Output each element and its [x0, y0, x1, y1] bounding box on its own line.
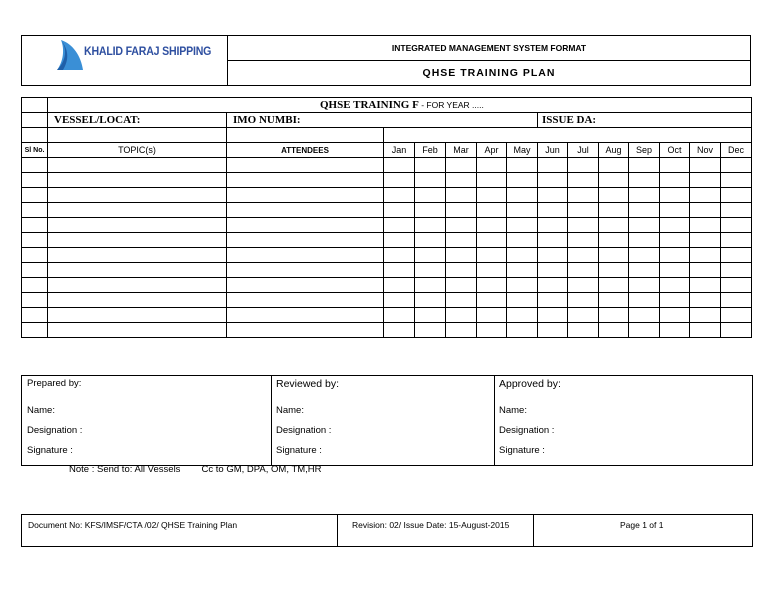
signature-label: Signature :	[276, 445, 322, 456]
table-cell	[690, 293, 721, 308]
table-row	[22, 308, 752, 323]
table-cell	[538, 248, 568, 263]
table-cell	[599, 173, 629, 188]
table-cell	[538, 278, 568, 293]
table-cell	[384, 263, 415, 278]
table-cell	[721, 173, 752, 188]
table-cell	[629, 218, 660, 233]
table-cell	[384, 188, 415, 203]
table-cell	[477, 263, 507, 278]
month-header: Dec	[721, 143, 752, 158]
table-cell	[22, 278, 48, 293]
table-cell	[477, 173, 507, 188]
document-no-cell	[22, 515, 338, 546]
table-row	[22, 293, 752, 308]
table-cell	[22, 203, 48, 218]
month-header: May	[507, 143, 538, 158]
designation-label: Designation :	[276, 425, 332, 436]
table-row	[22, 218, 752, 233]
table-cell	[227, 293, 384, 308]
table-cell	[22, 323, 48, 338]
table-cell	[507, 188, 538, 203]
month-header: Mar	[446, 143, 477, 158]
month-header: Aug	[599, 143, 629, 158]
table-cell	[660, 293, 690, 308]
training-plan-table	[21, 97, 752, 338]
table-cell	[568, 233, 599, 248]
plan-body	[22, 158, 752, 338]
table-cell	[384, 173, 415, 188]
imo-label: IMO NUMBI:	[227, 113, 538, 128]
table-cell	[721, 218, 752, 233]
designation-label: Designation :	[27, 425, 83, 436]
table-cell	[477, 248, 507, 263]
table-cell	[415, 158, 446, 173]
table-cell	[477, 308, 507, 323]
approved-column	[494, 376, 750, 465]
table-cell	[599, 308, 629, 323]
month-header: Sep	[629, 143, 660, 158]
month-header: Oct	[660, 143, 690, 158]
table-cell	[629, 203, 660, 218]
plan-title-row	[48, 98, 752, 113]
table-cell	[477, 203, 507, 218]
table-cell	[599, 278, 629, 293]
name-label: Name:	[499, 405, 527, 416]
table-cell	[227, 218, 384, 233]
table-cell	[721, 203, 752, 218]
table-cell	[446, 203, 477, 218]
table-cell	[48, 248, 227, 263]
table-cell	[22, 308, 48, 323]
table-cell	[690, 188, 721, 203]
table-cell	[629, 323, 660, 338]
blank-cell	[22, 98, 48, 113]
table-cell	[22, 248, 48, 263]
table-row	[22, 278, 752, 293]
table-cell	[48, 203, 227, 218]
table-cell	[415, 263, 446, 278]
table-cell	[629, 248, 660, 263]
table-cell	[721, 233, 752, 248]
blank-cell	[22, 113, 48, 128]
table-cell	[384, 233, 415, 248]
month-header: Jan	[384, 143, 415, 158]
signature-label: Signature :	[27, 445, 73, 456]
table-cell	[446, 323, 477, 338]
table-cell	[48, 308, 227, 323]
table-cell	[660, 158, 690, 173]
table-cell	[446, 218, 477, 233]
table-cell	[690, 263, 721, 278]
table-cell	[48, 263, 227, 278]
table-cell	[568, 323, 599, 338]
table-cell	[599, 203, 629, 218]
table-cell	[690, 218, 721, 233]
table-cell	[384, 248, 415, 263]
table-cell	[22, 263, 48, 278]
table-cell	[384, 203, 415, 218]
table-cell	[629, 188, 660, 203]
table-cell	[227, 308, 384, 323]
distribution-note: Note : Send to: All Vessels Cc to GM, DPA, OM, TM,HR	[69, 464, 322, 475]
header-table	[21, 35, 751, 86]
blank-cell	[22, 128, 48, 143]
table-cell	[599, 263, 629, 278]
table-cell	[415, 308, 446, 323]
table-cell	[48, 323, 227, 338]
table-cell	[660, 218, 690, 233]
revision-cell	[337, 515, 534, 546]
table-cell	[446, 308, 477, 323]
table-cell	[538, 158, 568, 173]
reviewed-column	[271, 376, 495, 465]
table-cell	[538, 263, 568, 278]
table-row	[22, 323, 752, 338]
table-cell	[629, 173, 660, 188]
table-cell	[384, 158, 415, 173]
table-cell	[48, 233, 227, 248]
table-cell	[690, 203, 721, 218]
table-cell	[507, 323, 538, 338]
table-cell	[568, 158, 599, 173]
table-cell	[415, 278, 446, 293]
table-cell	[446, 188, 477, 203]
table-cell	[721, 263, 752, 278]
table-cell	[629, 233, 660, 248]
table-row	[22, 173, 752, 188]
table-cell	[507, 263, 538, 278]
table-cell	[507, 278, 538, 293]
table-cell	[660, 233, 690, 248]
table-cell	[446, 173, 477, 188]
table-cell	[568, 203, 599, 218]
table-cell	[629, 308, 660, 323]
table-cell	[690, 278, 721, 293]
table-cell	[227, 173, 384, 188]
table-cell	[48, 218, 227, 233]
table-cell	[538, 218, 568, 233]
table-cell	[227, 203, 384, 218]
table-cell	[22, 233, 48, 248]
table-cell	[690, 173, 721, 188]
table-cell	[227, 278, 384, 293]
table-cell	[568, 263, 599, 278]
table-cell	[660, 278, 690, 293]
table-cell	[477, 323, 507, 338]
table-cell	[384, 323, 415, 338]
table-cell	[384, 293, 415, 308]
table-cell	[22, 158, 48, 173]
table-cell	[721, 323, 752, 338]
sail-logo-icon	[55, 38, 85, 72]
table-row	[22, 233, 752, 248]
table-cell	[22, 188, 48, 203]
table-cell	[384, 278, 415, 293]
for-year-label: - FOR YEAR .....	[421, 100, 484, 110]
table-cell	[599, 248, 629, 263]
table-cell	[477, 218, 507, 233]
table-cell	[415, 218, 446, 233]
table-cell	[629, 158, 660, 173]
table-cell	[721, 308, 752, 323]
prepared-column	[22, 376, 272, 465]
page-cell	[533, 515, 750, 546]
table-cell	[690, 323, 721, 338]
table-cell	[660, 263, 690, 278]
table-cell	[599, 188, 629, 203]
table-cell	[227, 158, 384, 173]
approved-by-label: Approved by:	[499, 378, 561, 390]
table-cell	[568, 278, 599, 293]
table-cell	[629, 293, 660, 308]
table-cell	[690, 248, 721, 263]
table-cell	[446, 293, 477, 308]
table-cell	[477, 293, 507, 308]
col-sl-header: Sl No.	[22, 143, 48, 158]
table-cell	[48, 293, 227, 308]
blank-cell	[227, 128, 384, 143]
revision-info: Revision: 02/ Issue Date: 15-August-2015	[352, 520, 510, 530]
month-header: Nov	[690, 143, 721, 158]
table-cell	[599, 323, 629, 338]
table-cell	[629, 278, 660, 293]
col-topic-header: TOPIC(s)	[48, 143, 227, 158]
table-cell	[538, 233, 568, 248]
table-cell	[48, 278, 227, 293]
table-cell	[660, 308, 690, 323]
table-row	[22, 188, 752, 203]
table-cell	[507, 218, 538, 233]
table-cell	[446, 278, 477, 293]
table-cell	[660, 173, 690, 188]
form-title: QHSE TRAINING PLAN	[228, 61, 751, 86]
table-cell	[599, 158, 629, 173]
table-cell	[568, 308, 599, 323]
table-cell	[507, 173, 538, 188]
table-cell	[507, 308, 538, 323]
table-cell	[568, 173, 599, 188]
table-cell	[48, 173, 227, 188]
table-cell	[48, 188, 227, 203]
table-row	[22, 263, 752, 278]
table-cell	[507, 158, 538, 173]
table-cell	[384, 308, 415, 323]
table-cell	[507, 233, 538, 248]
table-cell	[227, 188, 384, 203]
table-cell	[721, 188, 752, 203]
table-cell	[415, 233, 446, 248]
table-cell	[629, 263, 660, 278]
table-cell	[721, 248, 752, 263]
table-cell	[507, 203, 538, 218]
month-header: Feb	[415, 143, 446, 158]
table-cell	[22, 293, 48, 308]
table-cell	[227, 323, 384, 338]
signature-label: Signature :	[499, 445, 545, 456]
table-cell	[227, 248, 384, 263]
table-cell	[660, 248, 690, 263]
table-cell	[660, 323, 690, 338]
month-header: Jul	[568, 143, 599, 158]
company-logo-text: KHALID FARAJ SHIPPING	[84, 46, 212, 58]
table-cell	[477, 233, 507, 248]
page-number: Page 1 of 1	[620, 520, 664, 530]
table-cell	[568, 248, 599, 263]
table-cell	[599, 218, 629, 233]
table-cell	[415, 173, 446, 188]
issue-date-label: ISSUE DA:	[538, 113, 752, 128]
table-cell	[415, 203, 446, 218]
table-cell	[507, 248, 538, 263]
table-cell	[721, 158, 752, 173]
table-cell	[690, 308, 721, 323]
table-cell	[415, 248, 446, 263]
blank-cell	[384, 128, 752, 143]
table-cell	[507, 293, 538, 308]
table-cell	[690, 233, 721, 248]
approvals-box	[21, 375, 753, 466]
system-title: INTEGRATED MANAGEMENT SYSTEM FORMAT	[228, 36, 751, 61]
table-cell	[446, 263, 477, 278]
month-header: Apr	[477, 143, 507, 158]
table-cell	[227, 263, 384, 278]
month-header: Jun	[538, 143, 568, 158]
table-cell	[227, 233, 384, 248]
table-cell	[538, 173, 568, 188]
table-cell	[538, 323, 568, 338]
table-cell	[599, 233, 629, 248]
table-cell	[446, 248, 477, 263]
name-label: Name:	[276, 405, 304, 416]
table-cell	[384, 218, 415, 233]
table-cell	[415, 323, 446, 338]
col-attendees-header: ATTENDEES	[227, 143, 384, 158]
table-cell	[415, 188, 446, 203]
table-cell	[22, 173, 48, 188]
table-cell	[477, 158, 507, 173]
table-cell	[690, 158, 721, 173]
table-cell	[568, 188, 599, 203]
table-cell	[22, 218, 48, 233]
table-cell	[477, 278, 507, 293]
footer-box	[21, 514, 753, 547]
table-cell	[568, 293, 599, 308]
table-row	[22, 248, 752, 263]
table-cell	[538, 203, 568, 218]
table-row	[22, 158, 752, 173]
name-label: Name:	[27, 405, 55, 416]
table-cell	[538, 188, 568, 203]
reviewed-by-label: Reviewed by:	[276, 378, 340, 390]
table-cell	[538, 308, 568, 323]
table-cell	[538, 293, 568, 308]
table-cell	[477, 188, 507, 203]
logo-cell	[22, 36, 228, 86]
designation-label: Designation :	[499, 425, 555, 436]
table-cell	[48, 158, 227, 173]
table-cell	[721, 278, 752, 293]
vessel-label: VESSEL/LOCAT:	[48, 113, 227, 128]
table-cell	[415, 293, 446, 308]
blank-cell	[48, 128, 227, 143]
document-number: Document No: KFS/IMSF/CTA /02/ QHSE Training Plan	[28, 520, 238, 530]
table-cell	[660, 188, 690, 203]
table-cell	[721, 293, 752, 308]
table-cell	[446, 158, 477, 173]
table-cell	[599, 293, 629, 308]
table-cell	[446, 233, 477, 248]
table-row	[22, 203, 752, 218]
table-cell	[660, 203, 690, 218]
plan-title: QHSE TRAINING F	[320, 99, 419, 111]
prepared-by-label: Prepared by:	[27, 378, 82, 389]
table-cell	[568, 218, 599, 233]
